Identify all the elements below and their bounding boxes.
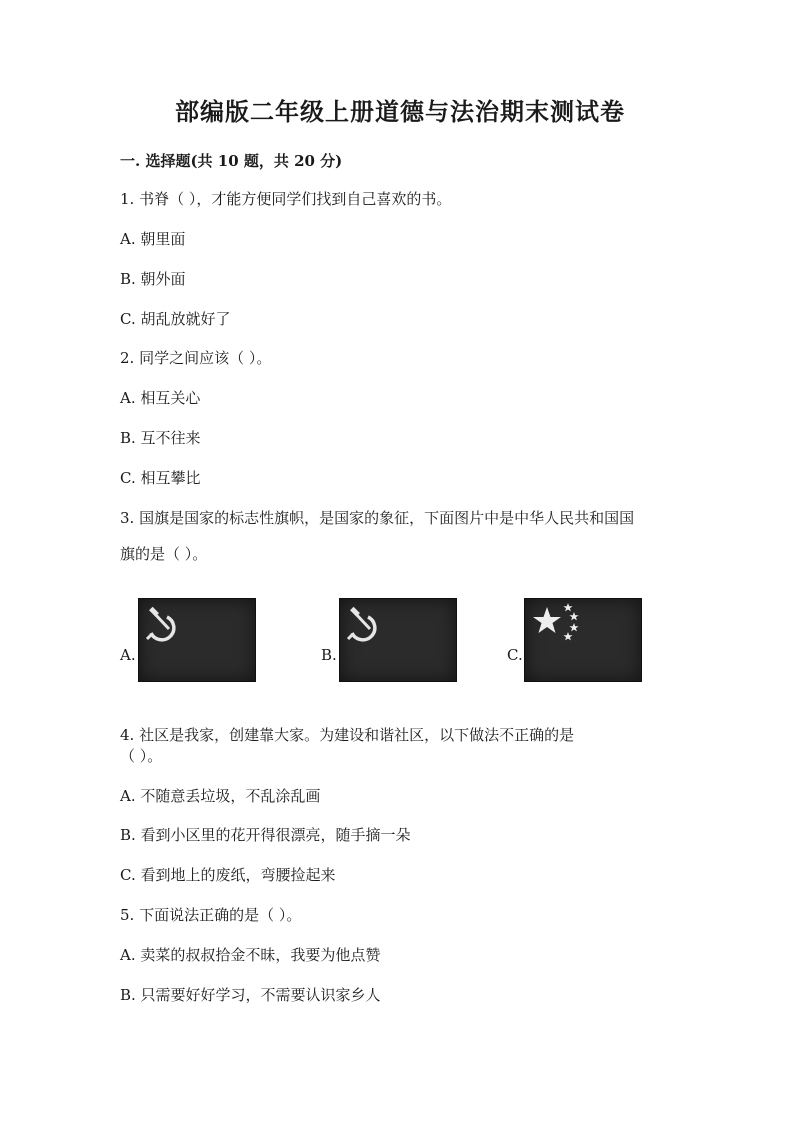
question-2-option-b: B. 互不往来 xyxy=(120,429,201,447)
question-2-option-a: A. 相互关心 xyxy=(120,389,201,407)
question-5-option-b: B. 只需要好好学习，不需要认识家乡人 xyxy=(120,986,381,1004)
question-1-option-c: C. 胡乱放就好了 xyxy=(120,310,231,328)
five-star-flag-image xyxy=(524,598,642,682)
question-4-option-a: A. 不随意丢垃圾，不乱涂乱画 xyxy=(120,787,321,805)
question-1-stem: 1. 书脊（ ），才能方便同学们找到自己喜欢的书。 xyxy=(120,190,452,208)
question-3-option-c-label: C. xyxy=(507,646,523,664)
question-5-stem: 5. 下面说法正确的是（ ）。 xyxy=(120,906,302,924)
question-1-option-a: A. 朝里面 xyxy=(120,230,186,248)
question-3-option-a-label: A. xyxy=(120,646,136,664)
question-3-stem-line1: 3. 国旗是国家的标志性旗帜，是国家的象征，下面图片中是中华人民共和国国 xyxy=(120,509,635,527)
question-3-stem-line2: 旗的是（ ）。 xyxy=(120,545,208,563)
question-3-option-b-label: B. xyxy=(321,646,337,664)
page-title: 部编版二年级上册道德与法治期末测试卷 xyxy=(175,97,625,126)
question-4-stem-line2: （ ）。 xyxy=(120,747,163,765)
question-2-stem: 2. 同学之间应该（ ）。 xyxy=(120,349,272,367)
question-1-option-b: B. 朝外面 xyxy=(120,270,186,288)
hammer-sickle-flag-image-a xyxy=(138,598,256,682)
question-4-option-c: C. 看到地上的废纸，弯腰捡起来 xyxy=(120,866,336,884)
question-4-stem-line1: 4. 社区是我家，创建靠大家。为建设和谐社区，以下做法不正确的是 xyxy=(120,726,575,744)
hammer-sickle-flag-image-b xyxy=(339,598,457,682)
question-2-option-c: C. 相互攀比 xyxy=(120,469,201,487)
section-title: 一. 选择题(共 10 题，共 20 分) xyxy=(120,152,343,170)
question-5-option-a: A. 卖菜的叔叔拾金不昧，我要为他点赞 xyxy=(120,946,381,964)
question-4-option-b: B. 看到小区里的花开得很漂亮，随手摘一朵 xyxy=(120,826,411,844)
